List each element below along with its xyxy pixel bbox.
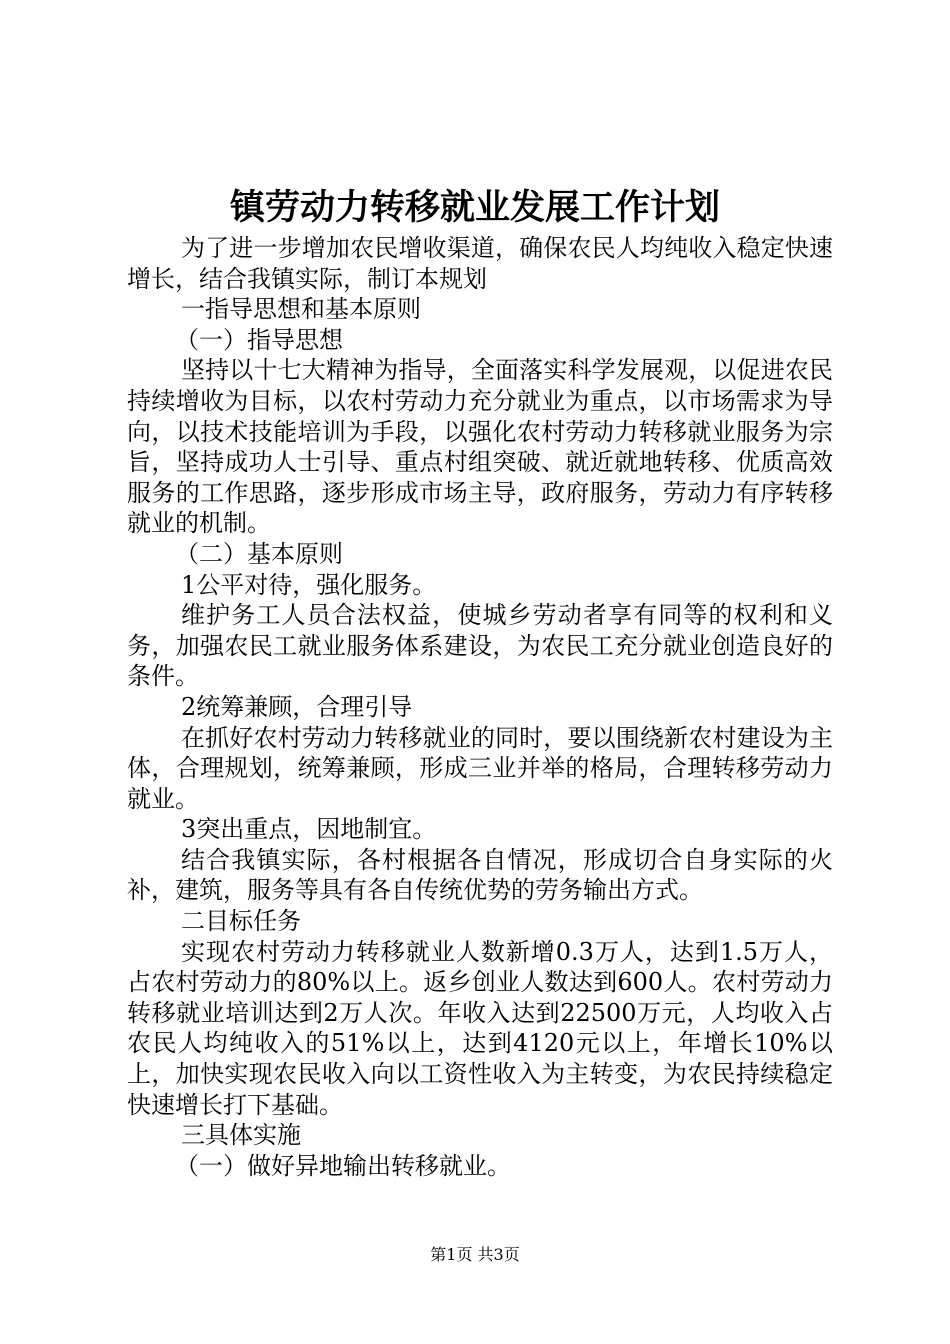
principle-2-paragraph: 在抓好农村劳动力转移就业的同时，要以围绕新农村建设为主体，合理规划，统筹兼顾，形成三业并举的格局，合理转移劳动力就业。 <box>127 723 833 813</box>
section-heading-targets: 二目标任务 <box>181 907 301 936</box>
principle-1-heading: 1公平对待，强化服务。 <box>181 570 437 599</box>
principle-3-heading: 3突出重点，因地制宜。 <box>181 815 437 844</box>
intro-paragraph: 为了进一步增加农民增收渠道，确保农民人均纯收入稳定快速增长，结合我镇实际，制订本规划 <box>127 234 833 293</box>
section-heading-implementation: 三具体实施 <box>181 1121 301 1150</box>
page-indicator: 第1页 共3页 <box>430 1245 520 1264</box>
subsection-heading-remote-transfer: （一）做好异地输出转移就业。 <box>175 1151 511 1180</box>
document-title: 镇劳动力转移就业发展工作计划 <box>229 187 720 228</box>
subsection-heading-guiding-thought: （一）指导思想 <box>175 325 343 354</box>
principle-2-heading: 2统筹兼顾，合理引导 <box>181 692 413 721</box>
document-body <box>127 233 833 1181</box>
targets-paragraph: 实现农村劳动力转移就业人数新增0.3万人，达到1.5万人，占农村劳动力的80%以上。返乡创业人数达到600人。农村劳动力转移就业培训达到2万人次。年收入达到22500万元，人均收入占农民人均纯收入的51%以上，达到4120元以上，年增长10%以上，加快实现农民收入向以工资性收入为主转变，为农民持续稳定快速增长打下基础。 <box>127 937 833 1119</box>
section-heading-guiding-principles: 一指导思想和基本原则 <box>181 295 421 324</box>
guiding-thought-paragraph: 坚持以十七大精神为指导，全面落实科学发展观，以促进农民持续增收为目标，以农村劳动力充分就业为重点，以市场需求为导向，以技术技能培训为手段，以强化农村劳动力转移就业服务为宗旨，坚持成功人士引导、重点村组突破、就近就地转移、优质高效服务的工作思路，逐步形成市场主导，政府服务，劳动力有序转移就业的机制。 <box>127 356 833 538</box>
principle-1-paragraph: 维护务工人员合法权益，使城乡劳动者享有同等的权利和义务，加强农民工就业服务体系建设，为农民工充分就业创造良好的条件。 <box>127 601 833 691</box>
subsection-heading-basic-principles: （二）基本原则 <box>175 539 343 568</box>
principle-3-paragraph: 结合我镇实际，各村根据各自情况，形成切合自身实际的火补，建筑，服务等具有各自传统优势的劳务输出方式。 <box>127 845 833 905</box>
